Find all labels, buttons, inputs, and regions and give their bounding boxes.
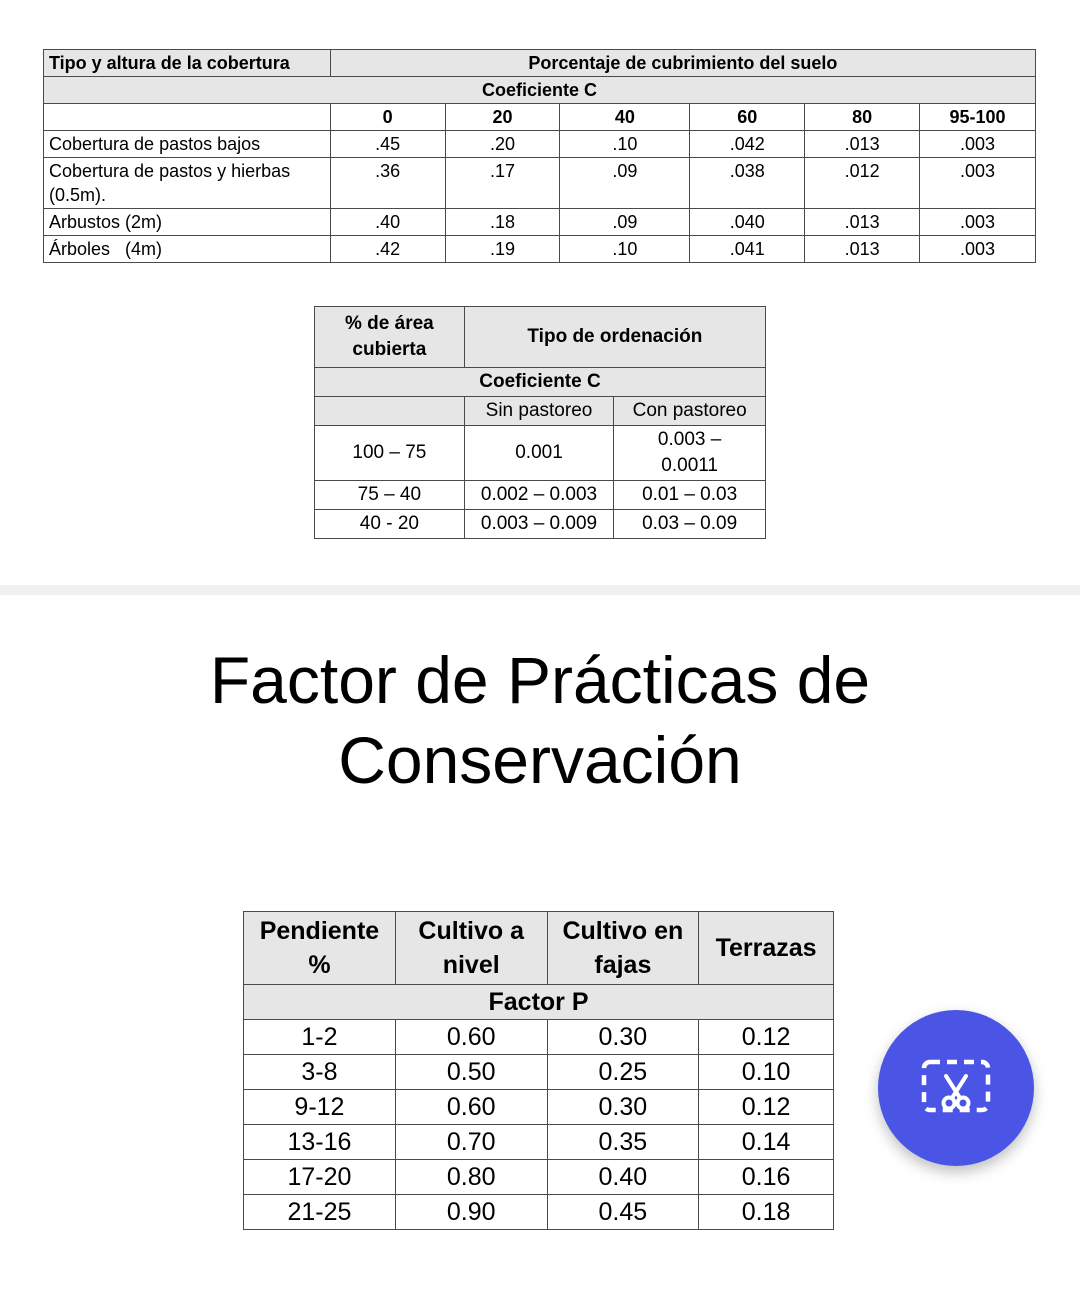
table-row xyxy=(244,1090,834,1125)
row-label: Cobertura de pastos y hierbas (0.5m). xyxy=(44,158,331,209)
cell: 0.10 xyxy=(699,1055,834,1090)
cell: 0.18 xyxy=(699,1195,834,1230)
cell: 0.40 xyxy=(547,1160,699,1195)
cell: .042 xyxy=(690,131,805,158)
cell: 0.003 – 0.0011 xyxy=(614,426,766,481)
cell: .038 xyxy=(690,158,805,209)
cell: .20 xyxy=(445,131,560,158)
cell: 3-8 xyxy=(244,1055,396,1090)
cell: .40 xyxy=(330,209,445,236)
factor-p-table xyxy=(243,911,834,1230)
table-row xyxy=(244,1020,834,1055)
cell: 0.30 xyxy=(547,1020,699,1055)
cell: .013 xyxy=(805,209,920,236)
cell: .003 xyxy=(920,158,1036,209)
cell: .09 xyxy=(560,209,690,236)
cell: .040 xyxy=(690,209,805,236)
cell: 17-20 xyxy=(244,1160,396,1195)
cell: 0.003 – 0.009 xyxy=(464,510,614,539)
header-coefficient-c: Coeficiente C xyxy=(315,368,766,397)
cell: 0.12 xyxy=(699,1090,834,1125)
cell: 9-12 xyxy=(244,1090,396,1125)
cell: .17 xyxy=(445,158,560,209)
table-row xyxy=(244,1125,834,1160)
cell: 21-25 xyxy=(244,1195,396,1230)
cell: 1-2 xyxy=(244,1020,396,1055)
cell: .003 xyxy=(920,209,1036,236)
section-divider xyxy=(0,585,1080,595)
table-row xyxy=(44,209,1036,236)
table-row xyxy=(44,236,1036,263)
cell: 0.70 xyxy=(395,1125,547,1160)
cell: .041 xyxy=(690,236,805,263)
column-header: 95-100 xyxy=(920,104,1036,131)
cell: .42 xyxy=(330,236,445,263)
cell: 0.45 xyxy=(547,1195,699,1230)
header-terrazas: Terrazas xyxy=(699,912,834,985)
cell: .012 xyxy=(805,158,920,209)
column-header: 40 xyxy=(560,104,690,131)
cell: 0.002 – 0.003 xyxy=(464,481,614,510)
cell: 100 – 75 xyxy=(315,426,465,481)
table-row xyxy=(244,1055,834,1090)
column-header: 20 xyxy=(445,104,560,131)
cell: .19 xyxy=(445,236,560,263)
table-row xyxy=(244,1160,834,1195)
cell: 0.35 xyxy=(547,1125,699,1160)
screenshot-cut-icon xyxy=(920,1058,992,1118)
table-row xyxy=(44,158,1036,209)
cell: .18 xyxy=(445,209,560,236)
row-label: Cobertura de pastos bajos xyxy=(44,131,331,158)
table-row xyxy=(44,131,1036,158)
header-cultivo-nivel: Cultivo a nivel xyxy=(395,912,547,985)
cover-coefficient-table xyxy=(43,49,1036,263)
cell: 0.12 xyxy=(699,1020,834,1055)
cell: 0.50 xyxy=(395,1055,547,1090)
header-cultivo-fajas: Cultivo en fajas xyxy=(547,912,699,985)
cell: 0.16 xyxy=(699,1160,834,1195)
row-label: Árboles (4m) xyxy=(44,236,331,263)
cell: 0.001 xyxy=(464,426,614,481)
cell: 0.14 xyxy=(699,1125,834,1160)
cell: .013 xyxy=(805,236,920,263)
cell: .45 xyxy=(330,131,445,158)
header-cover-type: Tipo y altura de la cobertura xyxy=(44,50,331,77)
grazing-coefficient-table xyxy=(314,306,766,539)
row-label: Arbustos (2m) xyxy=(44,209,331,236)
table-row xyxy=(315,481,766,510)
subheader-sin-pastoreo: Sin pastoreo xyxy=(464,397,614,426)
cell: 0.80 xyxy=(395,1160,547,1195)
cell: .003 xyxy=(920,236,1036,263)
table-row xyxy=(315,510,766,539)
header-ordering-type: Tipo de ordenación xyxy=(464,307,765,368)
cell: 75 – 40 xyxy=(315,481,465,510)
column-header: 0 xyxy=(330,104,445,131)
header-empty xyxy=(44,104,331,131)
header-pendiente: Pendiente % xyxy=(244,912,396,985)
column-header: 80 xyxy=(805,104,920,131)
cell: 0.01 – 0.03 xyxy=(614,481,766,510)
table-row xyxy=(315,426,766,481)
cell: .09 xyxy=(560,158,690,209)
cell: 40 - 20 xyxy=(315,510,465,539)
cell: 0.60 xyxy=(395,1090,547,1125)
subheader-con-pastoreo: Con pastoreo xyxy=(614,397,766,426)
cell: .003 xyxy=(920,131,1036,158)
cell: 0.25 xyxy=(547,1055,699,1090)
page-title: Factor de Prácticas de Conservación xyxy=(209,643,871,797)
cell: .013 xyxy=(805,131,920,158)
table-row xyxy=(244,1195,834,1230)
header-area-covered: % de área cubierta xyxy=(315,307,465,368)
cell: 0.90 xyxy=(395,1195,547,1230)
header-coefficient-c: Coeficiente C xyxy=(44,77,1036,104)
cell: 0.30 xyxy=(547,1090,699,1125)
cell: .10 xyxy=(560,236,690,263)
screenshot-cut-button[interactable] xyxy=(878,1010,1034,1166)
column-header: 60 xyxy=(690,104,805,131)
header-soil-coverage: Porcentaje de cubrimiento del suelo xyxy=(330,50,1035,77)
cell: 0.60 xyxy=(395,1020,547,1055)
cell: .36 xyxy=(330,158,445,209)
cell: 0.03 – 0.09 xyxy=(614,510,766,539)
header-factor-p: Factor P xyxy=(244,985,834,1020)
cell: 13-16 xyxy=(244,1125,396,1160)
header-empty xyxy=(315,397,465,426)
cell: .10 xyxy=(560,131,690,158)
